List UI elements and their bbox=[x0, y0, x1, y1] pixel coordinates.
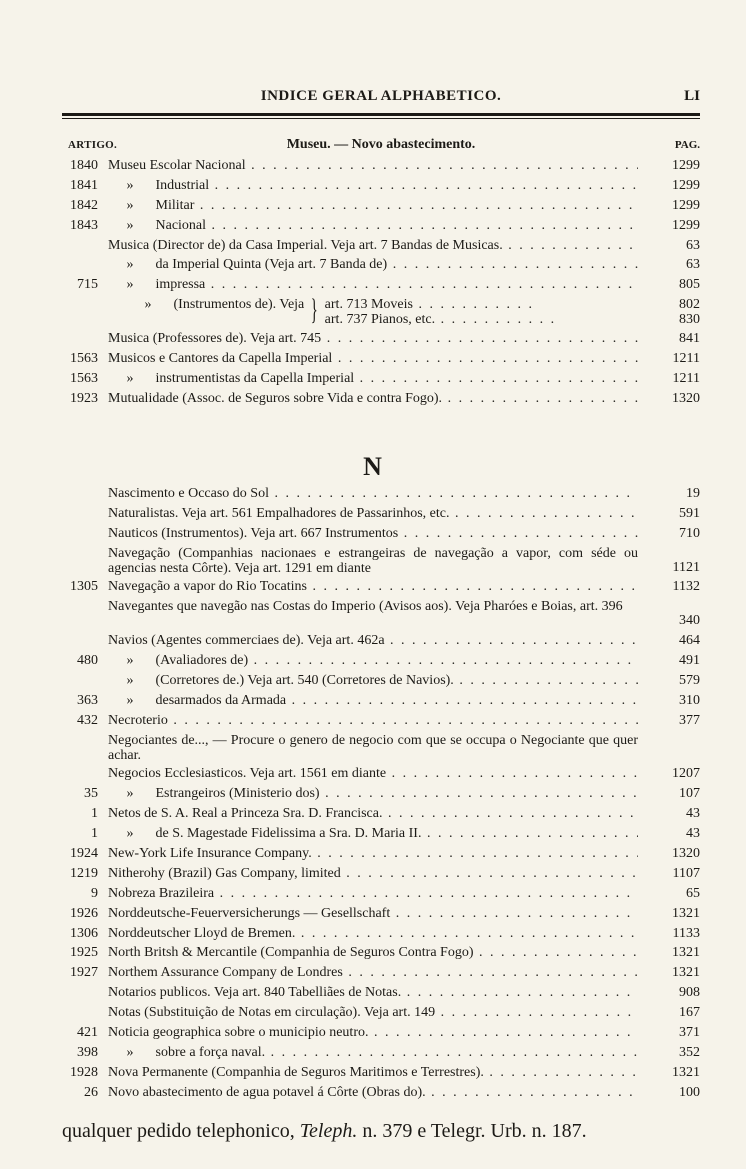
entry-page-number: 377 bbox=[679, 712, 700, 728]
entry-page-number: 1321 bbox=[672, 965, 700, 981]
entry-page-number: 1207 bbox=[672, 766, 700, 782]
entry-title: Negocios Ecclesiasticos. Veja art. 1561 em diante bbox=[108, 766, 387, 782]
pag-heading: PAG. bbox=[674, 139, 700, 151]
entry-title: Notarios publicos. Veja art. 840 Tabelliães de Notas. bbox=[108, 985, 402, 1001]
entry-title: Nauticos (Instrumentos). Veja art. 667 Instrumentos bbox=[108, 525, 399, 541]
index-entry bbox=[62, 691, 700, 711]
entry-title: New-York Life Insurance Company. bbox=[108, 845, 312, 861]
index-entry bbox=[62, 156, 700, 176]
entry-page-number: 841 bbox=[679, 331, 700, 347]
index-entry bbox=[62, 764, 700, 784]
entry-text-cell bbox=[108, 824, 638, 844]
entry-text-cell bbox=[108, 983, 638, 1003]
entry-text-cell bbox=[108, 784, 638, 804]
entry-text-cell bbox=[108, 1063, 638, 1083]
entry-article-number: 421 bbox=[77, 1024, 98, 1040]
entry-page-number: 63 bbox=[686, 237, 700, 253]
footer-rest: n. 379 e Telegr. Urb. n. 187. bbox=[362, 1120, 587, 1142]
index-entry bbox=[62, 484, 700, 504]
entry-article-number: 1 bbox=[91, 806, 98, 822]
entry-title: Navegantes que navegão nas Costas do Imperio (Avisos aos). Veja Pharóes e Boias, art. 396 bbox=[108, 599, 623, 615]
header-rule-thin bbox=[62, 118, 700, 119]
index-entry bbox=[62, 884, 700, 904]
index-entry bbox=[62, 176, 700, 196]
index-entry bbox=[62, 651, 700, 671]
entry-title: Necroterio bbox=[108, 712, 168, 728]
entry-page-number: 167 bbox=[679, 1005, 700, 1021]
artigo-heading: ARTIGO. bbox=[68, 139, 118, 151]
entry-text-cell bbox=[108, 671, 638, 691]
entry-text-cell bbox=[108, 844, 638, 864]
index-entry bbox=[62, 804, 700, 824]
index-entry bbox=[62, 597, 700, 631]
entry-page-number: 1121 bbox=[672, 559, 700, 575]
entry-text-cell bbox=[108, 255, 638, 275]
entry-text-cell bbox=[108, 924, 638, 944]
index-entry bbox=[62, 631, 700, 651]
entry-article-number: 432 bbox=[77, 712, 98, 728]
entry-page-number: 310 bbox=[679, 692, 700, 708]
ditto-mark: » bbox=[126, 277, 134, 293]
index-entry bbox=[62, 904, 700, 924]
section-letter: N bbox=[363, 452, 383, 481]
ditto-mark: » bbox=[126, 692, 134, 708]
entry-page-number: 371 bbox=[679, 1024, 700, 1040]
entry-text-cell bbox=[108, 884, 638, 904]
entry-title: Nova Permanente (Companhia de Seguros Maritimos e Terrestres). bbox=[108, 1064, 484, 1080]
entry-title: Norddeutsche-Feuerversicherungs — Gesellschaft bbox=[108, 905, 391, 921]
entry-page-number: 1211 bbox=[672, 370, 700, 386]
entry-article-number: 1927 bbox=[70, 965, 98, 981]
index-entry bbox=[62, 1063, 700, 1083]
entry-text-cell bbox=[108, 236, 638, 256]
entry-article-number: 715 bbox=[77, 277, 98, 293]
index-entry bbox=[62, 1083, 700, 1103]
index-entry bbox=[62, 329, 700, 349]
index-entry bbox=[62, 236, 700, 256]
entry-title: instrumentistas da Capella Imperial bbox=[155, 370, 355, 386]
entry-title: North Britsh & Mercantile (Companhia de Seguros Contra Fogo) bbox=[108, 945, 474, 961]
ditto-mark: » bbox=[126, 826, 134, 842]
ditto-mark: » bbox=[126, 257, 134, 273]
entry-title: de S. Magestade Fidelissima a Sra. D. Maria II. bbox=[155, 826, 422, 842]
entry-page-number: 710 bbox=[679, 525, 700, 541]
index-entry bbox=[62, 524, 700, 544]
entry-page-number: 43 bbox=[686, 826, 700, 842]
entry-page-number: 1132 bbox=[672, 579, 700, 595]
entry-title: Musicos e Cantores da Capella Imperial bbox=[108, 350, 333, 366]
brace-line-text: art. 737 Pianos, etc. . . . bbox=[325, 312, 556, 327]
index-entry bbox=[62, 349, 700, 369]
running-title: INDICE GERAL ALPHABETICO. bbox=[260, 88, 502, 104]
entry-title: Mutualidade (Assoc. de Seguros sobre Vida e contra Fogo). bbox=[108, 390, 443, 406]
entry-text-cell bbox=[108, 1043, 638, 1063]
entry-article-number: 1926 bbox=[70, 905, 98, 921]
entry-title: Estrangeiros (Ministerio dos) bbox=[155, 786, 320, 802]
entry-page-number: 100 bbox=[679, 1084, 700, 1100]
index-entry bbox=[62, 196, 700, 216]
entry-text-cell bbox=[108, 599, 638, 615]
entry-title: Notas (Substituição de Notas em circulação). Veja art. 149 bbox=[108, 1005, 436, 1021]
brace-symbol: } bbox=[310, 293, 319, 327]
entry-title: Northem Assurance Company de Londres bbox=[108, 965, 343, 981]
header-rule-thick bbox=[62, 113, 700, 116]
index-entry bbox=[62, 963, 700, 983]
entry-article-number: 26 bbox=[84, 1084, 98, 1100]
entry-page-number: 19 bbox=[686, 486, 700, 501]
entry-page-number: 1320 bbox=[672, 390, 700, 406]
entry-text-cell bbox=[108, 691, 638, 711]
page-number: LI bbox=[684, 88, 700, 104]
entry-page-number: 1320 bbox=[672, 845, 700, 861]
entry-page-number: 340 bbox=[679, 613, 700, 629]
index-entry bbox=[62, 943, 700, 963]
brace-label-text: (Instrumentos de). Veja bbox=[173, 297, 305, 313]
entry-article-number: 35 bbox=[84, 786, 98, 802]
entry-title: Norddeutscher Lloyd de Bremen. bbox=[108, 925, 296, 941]
index-entry bbox=[62, 1023, 700, 1043]
index-entry bbox=[62, 983, 700, 1003]
index-entry bbox=[62, 504, 700, 524]
brace-group bbox=[126, 295, 556, 327]
index-entry bbox=[62, 844, 700, 864]
entry-text-cell bbox=[108, 733, 638, 764]
entry-article-number: 1925 bbox=[70, 945, 98, 961]
ditto-mark: » bbox=[126, 217, 134, 233]
entry-page-number: 63 bbox=[686, 257, 700, 273]
entry-title: Nascimento e Occaso do Sol bbox=[108, 486, 269, 501]
entry-text-cell bbox=[108, 943, 638, 963]
entry-text-cell bbox=[108, 804, 638, 824]
entry-title: Museu Escolar Nacional bbox=[108, 158, 246, 173]
running-head bbox=[62, 88, 700, 110]
entry-title: impressa bbox=[155, 277, 206, 293]
entry-text-cell bbox=[108, 176, 638, 196]
entry-article-number: 398 bbox=[77, 1044, 98, 1060]
index-entry bbox=[62, 544, 700, 578]
entry-page-number: 1299 bbox=[672, 158, 700, 173]
index-entry bbox=[62, 216, 700, 236]
entry-article-number: 1305 bbox=[70, 579, 98, 595]
range-title: Museu. — Novo abastecimento. bbox=[286, 137, 476, 152]
entry-title: sobre a força naval. bbox=[155, 1044, 266, 1060]
entry-page-number: 43 bbox=[686, 806, 700, 822]
entry-page-number: 579 bbox=[679, 672, 700, 688]
entry-page-number: 352 bbox=[679, 1044, 700, 1060]
entries-m bbox=[62, 156, 700, 409]
entry-title: Navegação (Companhias nacionaes e estrangeiras de navegação a vapor, com séde ou agencias nesta Côrte). Veja art. 1291 em diante bbox=[108, 545, 638, 577]
entry-article-number: 1924 bbox=[70, 845, 98, 861]
ditto-mark: » bbox=[126, 177, 134, 193]
entry-article-number: 363 bbox=[77, 692, 98, 708]
entry-title: Musica (Professores de). Veja art. 745 bbox=[108, 331, 322, 347]
entry-text-cell bbox=[108, 216, 638, 236]
entry-title: Nobreza Brazileira bbox=[108, 885, 215, 901]
entry-text-cell bbox=[108, 389, 638, 409]
entry-page-number: 802 bbox=[679, 297, 700, 313]
entry-text-cell bbox=[108, 329, 638, 349]
ditto-mark: » bbox=[144, 297, 152, 313]
footer-prefix: qualquer pedido telephonico, bbox=[62, 1120, 295, 1142]
entry-article-number: 1841 bbox=[70, 177, 98, 193]
entry-text-cell bbox=[108, 651, 638, 671]
entry-article-number: 1 bbox=[91, 826, 98, 842]
entry-title: Nacional bbox=[155, 217, 207, 233]
entry-title: da Imperial Quinta (Veja art. 7 Banda de) bbox=[155, 257, 388, 273]
entry-title: Navios (Agentes commerciaes de). Veja art. 462a bbox=[108, 633, 385, 649]
entry-title: Nitherohy (Brazil) Gas Company, limited bbox=[108, 865, 341, 881]
entry-text-cell bbox=[108, 764, 638, 784]
entry-text-cell bbox=[108, 963, 638, 983]
entry-text-cell bbox=[108, 275, 638, 295]
entry-title: Militar bbox=[155, 197, 195, 213]
entry-title: Novo abastecimento de agua potavel á Côrte (Obras do). bbox=[108, 1084, 426, 1100]
index-entry bbox=[62, 671, 700, 691]
entry-text-cell bbox=[108, 1003, 638, 1023]
index-entry bbox=[62, 731, 700, 765]
entry-page-number: 908 bbox=[679, 985, 700, 1001]
brace-label bbox=[126, 295, 304, 315]
entry-page-number: 830 bbox=[679, 312, 700, 328]
entry-page-number: 1321 bbox=[672, 1064, 700, 1080]
entry-text-cell bbox=[108, 577, 638, 597]
entry-page-number: 1299 bbox=[672, 217, 700, 233]
entry-title: Navegação a vapor do Rio Tocatins bbox=[108, 579, 307, 595]
entry-text-cell bbox=[108, 711, 638, 731]
index-entry bbox=[62, 864, 700, 884]
entry-text-cell bbox=[108, 1023, 638, 1043]
entry-article-number: 1843 bbox=[70, 217, 98, 233]
entry-title: Industrial bbox=[155, 177, 210, 193]
entries-n bbox=[62, 484, 700, 1103]
brace-pages bbox=[642, 297, 700, 327]
ditto-mark: » bbox=[126, 1044, 134, 1060]
index-entry bbox=[62, 255, 700, 275]
entry-article-number: 1842 bbox=[70, 197, 98, 213]
entry-article-number: 1306 bbox=[70, 925, 98, 941]
index-entry bbox=[62, 1003, 700, 1023]
entry-article-number: 1928 bbox=[70, 1064, 98, 1080]
entry-text-cell bbox=[108, 546, 638, 577]
entry-text-cell bbox=[108, 196, 638, 216]
entry-page-number: 1299 bbox=[672, 197, 700, 213]
footer-line bbox=[62, 1120, 706, 1143]
entry-text-cell bbox=[108, 349, 638, 369]
entry-page-number: 1133 bbox=[672, 925, 700, 941]
entry-page-number: 491 bbox=[679, 653, 700, 669]
entry-article-number: 1923 bbox=[70, 390, 98, 406]
ditto-mark: » bbox=[126, 197, 134, 213]
entry-page-number: 1211 bbox=[672, 350, 700, 366]
index-entry bbox=[62, 784, 700, 804]
entry-page-number: 1321 bbox=[672, 905, 700, 921]
entry-title: Netos de S. A. Real a Princeza Sra. D. Francisca. bbox=[108, 806, 383, 822]
entry-page-number: 107 bbox=[679, 786, 700, 802]
index-entry bbox=[62, 389, 700, 409]
entry-text-cell bbox=[108, 631, 638, 651]
entry-article-number: 480 bbox=[77, 653, 98, 669]
footer-teleph: Teleph. bbox=[299, 1120, 358, 1142]
entry-title: Noticia geographica sobre o municipio neutro. bbox=[108, 1024, 369, 1040]
entry-article-number: 1840 bbox=[70, 158, 98, 173]
column-headings bbox=[62, 137, 700, 155]
entry-page-number: 1299 bbox=[672, 177, 700, 193]
entry-title: Negociantes de..., — Procure o genero de negocio com que se occupa o Negociante que quer achar. bbox=[108, 732, 638, 764]
entry-page-number: 65 bbox=[686, 885, 700, 901]
entry-article-number: 1563 bbox=[70, 350, 98, 366]
index-entry bbox=[62, 824, 700, 844]
index-entry-braced bbox=[62, 295, 700, 329]
entry-text-cell bbox=[108, 369, 638, 389]
entry-text-cell bbox=[108, 504, 638, 524]
index-entry bbox=[62, 577, 700, 597]
ditto-mark: » bbox=[126, 370, 134, 386]
entry-title: Naturalistas. Veja art. 561 Empalhadores de Passarinhos, etc. bbox=[108, 505, 450, 521]
index-entry bbox=[62, 924, 700, 944]
entry-text-cell bbox=[108, 484, 638, 504]
entry-page-number: 805 bbox=[679, 277, 700, 293]
ditto-mark: » bbox=[126, 653, 134, 669]
entry-text-cell bbox=[108, 864, 638, 884]
entry-title: (Corretores de.) Veja art. 540 (Corretores de Navios). bbox=[155, 672, 454, 688]
entry-page-number: 1107 bbox=[672, 865, 700, 881]
entry-title: Musica (Director de) da Casa Imperial. Veja art. 7 Bandas de Musicas. bbox=[108, 237, 503, 253]
entry-article-number: 1563 bbox=[70, 370, 98, 386]
brace-lines bbox=[325, 295, 556, 327]
entry-text-cell bbox=[108, 524, 638, 544]
entry-title: desarmados da Armada bbox=[155, 692, 287, 708]
brace-line-text: art. 713 Moveis . . . bbox=[325, 297, 556, 312]
entry-text-cell bbox=[108, 904, 638, 924]
entry-article-number: 1219 bbox=[70, 865, 98, 881]
entry-article-number: 9 bbox=[91, 885, 98, 901]
entry-page-number: 591 bbox=[679, 505, 700, 521]
entry-page-number: 464 bbox=[679, 633, 700, 649]
ditto-mark: » bbox=[126, 672, 134, 688]
entry-text-cell bbox=[108, 1083, 638, 1103]
index-entry bbox=[62, 275, 700, 295]
ditto-mark: » bbox=[126, 786, 134, 802]
index-entry bbox=[62, 369, 700, 389]
entry-title: (Avaliadores de) bbox=[155, 653, 249, 669]
entry-page-number: 1321 bbox=[672, 945, 700, 961]
index-entry bbox=[62, 1043, 700, 1063]
index-entry bbox=[62, 711, 700, 731]
entry-text-cell bbox=[108, 156, 638, 176]
